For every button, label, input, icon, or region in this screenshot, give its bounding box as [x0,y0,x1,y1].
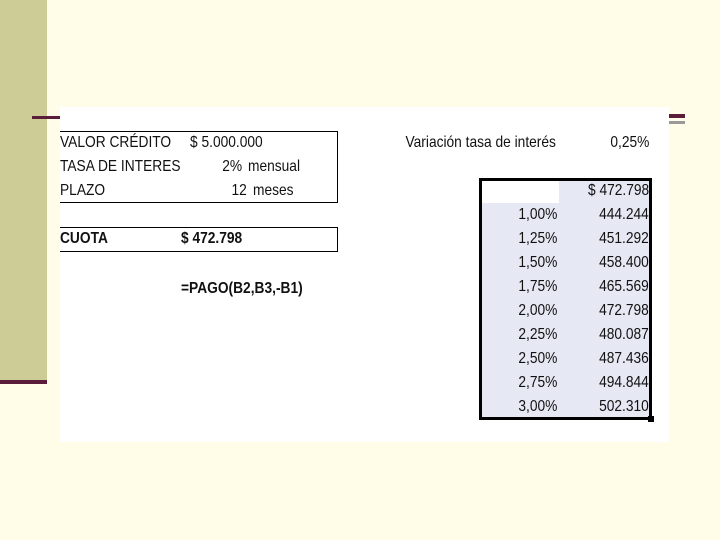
tasa-interes-value: 2% [222,158,242,175]
table-rate-cell: 1,75% [517,278,557,295]
table-rate-cell: 2,75% [517,374,557,391]
valor-credito-value: $ 5.000.000 [190,134,263,151]
table-rate-cell: 2,25% [517,326,557,343]
table-payment-cell: 444.244 [599,206,649,223]
plazo-label: PLAZO [60,182,106,199]
table-payment-cell: 451.292 [599,230,649,247]
table-payment-cell: 494.844 [599,374,649,391]
slide-side-accent-line [0,380,47,384]
slide-left-accent-line [32,116,60,119]
cuota-value: $ 472.798 [181,230,243,247]
table-rate-cell: 2,50% [517,350,557,367]
table-rate-cell: 1,00% [517,206,557,223]
tasa-interes-label: TASA DE INTERES [60,158,181,175]
table-payment-cell: 480.087 [599,326,649,343]
table-rate-cell: 1,50% [517,254,557,271]
table-header-value: $ 472.798 [587,182,649,199]
slide-right-accent-line-gray [669,121,685,124]
table-payment-cell: 487.436 [599,350,649,367]
plazo-unit: meses [253,182,294,199]
variacion-tasa-label: Variación tasa de interés [405,134,556,151]
table-rate-cell: 2,00% [517,302,557,319]
plazo-value: 12 [231,182,247,199]
table-payment-cell: 472.798 [599,302,649,319]
cuota-formula: =PAGO(B2,B3,-B1) [181,280,303,297]
selection-fill-handle [648,416,654,422]
table-payment-cell: 502.310 [599,398,649,415]
table-payment-cell: 465.569 [599,278,649,295]
valor-credito-label: VALOR CRÉDITO [60,134,172,151]
tasa-interes-unit: mensual [248,158,301,175]
cuota-label: CUOTA [60,230,108,247]
slide-right-accent-line [669,114,685,118]
table-payment-cell: 458.400 [599,254,649,271]
variacion-tasa-value: 0,25% [609,134,649,151]
slide-side-bar [0,0,47,383]
table-rate-cell: 1,25% [517,230,557,247]
table-rate-cell: 3,00% [517,398,557,415]
